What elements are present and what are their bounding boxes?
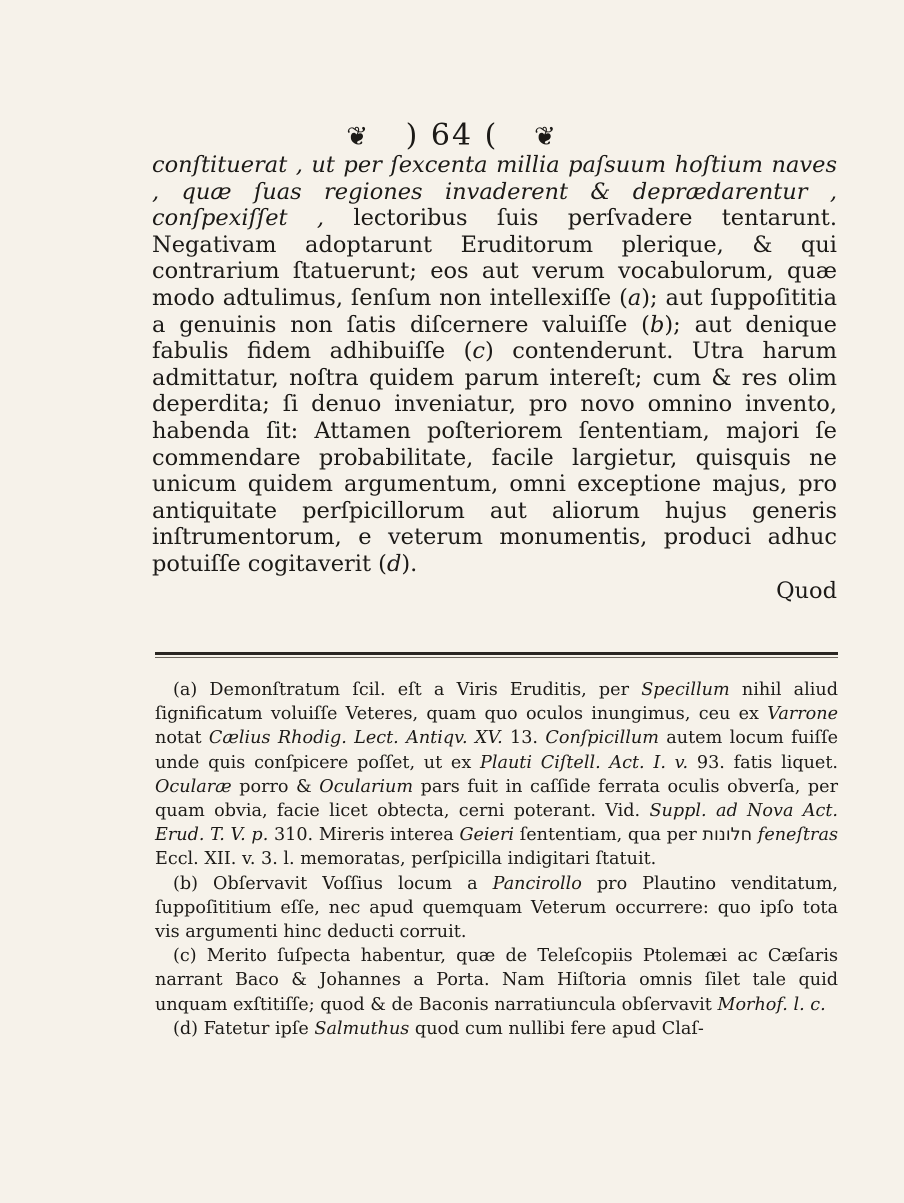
footnote-b [155,872,838,945]
text-run: ſententiam, qua per [514,825,703,846]
italic-run: Varrone [767,704,838,725]
italic-run: Salmuthus [314,1018,410,1039]
text-run: autem locum fuiſſe unde quis conſpicere poſſet, ut ex [155,728,838,773]
footnote-label: (b) [173,873,198,894]
running-header [0,118,904,153]
footnote-separator-thin-rule [155,657,838,658]
text-run: ). [401,550,418,577]
italic-quote: conſtituerat , ut per ſexcenta millia paſsuum hoſtium naves , quæ ſuas regiones invaderent & deprædarentur , conſpexiſſet , [152,152,837,232]
italic-run: Ocularium [319,776,414,797]
text-run: 310. Mireris interea [268,825,460,846]
text-run: pars fuit in caſſide ferrata oculis obverſa, per quam obvia, facie licet obtecta, cerni poterant. Vid. [155,776,838,822]
text-run: 93. fatis liquet. [688,752,838,773]
text-run: lectoribus ſuis perſvadere tentarunt. Negativam adoptarunt Eruditorum plerique, & qui contrarium ſtatuerunt; eos aut verum vocabulorum, quæ modo adtulimus, ſenſum non intellexiſſe ( [152,205,838,311]
text-run: ); aut denique fabulis fidem adhibuiſſe ( [152,311,837,365]
italic-run: Geieri [459,825,515,846]
text-run: 13. [502,728,546,749]
note-ref-c: c [472,338,485,365]
footnote-c [155,944,838,1017]
left-ornament-icon: ❦ [346,122,371,152]
text-run: nihil aliud ſignificatum voluiſſe Veteres, quam quo oculos inungimus, ceu ex [155,680,838,725]
italic-run: Suppl. ad Nova Act. Erud. T. V. p. [155,801,839,846]
text-run: Obſervavit Voſſius locum a [198,873,493,894]
page-number: ) 64 ( [405,118,499,153]
main-paragraph [152,152,837,578]
note-ref-a: a [627,284,642,311]
text-run: Fatetur ipſe [198,1018,315,1039]
footnote-label: (a) [173,680,198,700]
footnote-label: (d) [173,1018,198,1039]
italic-run: Cælius Rhodig. Lect. Antiqv. XV. [208,728,503,749]
italic-run: Morhof. l. c. [717,994,826,1015]
italic-run: Conſpicillum [545,728,659,749]
text-run: quod cum nullibi fere apud Claſ- [409,1018,704,1039]
italic-run: Pancirollo [492,873,582,894]
catchword: Quod [776,577,837,604]
italic-run: Ocularæ [155,776,232,797]
text-run: ) contenderunt. Utra harum admittatur, noſtra quidem parum intereſt; cum & res olim deperdita; ſi denuo inveniatur, pro novo omnino invento, habenda ſit: Attamen poſteriorem ſententiam, majori ſe commendare probabilitate, facile largietur, quisquis ne unicum quidem argumentum, omni exceptione majus, pro antiquitate perſpicillorum aut aliorum hujus generis inſtrumentorum, e veterum monumentis, produci adhuc potuiſſe cogitaverit ( [152,338,837,577]
text-run: Merito ſuſpecta habentur, quæ de Teleſcopiis Ptolemæi ac Cæſaris narrant Baco & Johannes a Porta. Nam Hiſtoria omnis ſilet tale quid unquam exſtitiſſe; quod & de Baconis narratiuncula obſervavit [155,946,838,1015]
footnote-a [155,678,838,872]
italic-run: Plauti Ciſtell. Act. I. v. [480,752,689,773]
text-run: ); aut ſuppoſititia a genuinis non ſatis diſcernere valuiſſe ( [152,284,837,338]
text-run: Demonſtratum ſcil. eſt a Viris Eruditis, per [197,680,642,700]
footnote-d [155,1017,838,1041]
hebrew-word: חלונות [702,825,753,846]
text-run: notat [155,728,209,749]
italic-run: feneſtras [752,825,838,846]
right-ornament-icon: ❦ [533,122,558,152]
note-ref-d: d [386,550,402,577]
note-ref-b: b [649,311,665,338]
footnote-separator-rule [155,652,838,655]
footnotes [155,678,838,1041]
footnote-label: (c) [173,946,197,967]
text-run: pro Plautino venditatum, ſuppoſititium eſſe, nec apud quemquam Veterum occurrere: quo ipſo tota vis argumenti hinc deducti corruit. [155,873,838,943]
text-run: Eccl. XII. v. 3. l. memoratas, perſpicilla indigitari ſtatuit. [155,849,657,870]
italic-run: Specillum [641,680,730,700]
main-text [152,152,837,604]
text-run: porro & [231,776,320,797]
